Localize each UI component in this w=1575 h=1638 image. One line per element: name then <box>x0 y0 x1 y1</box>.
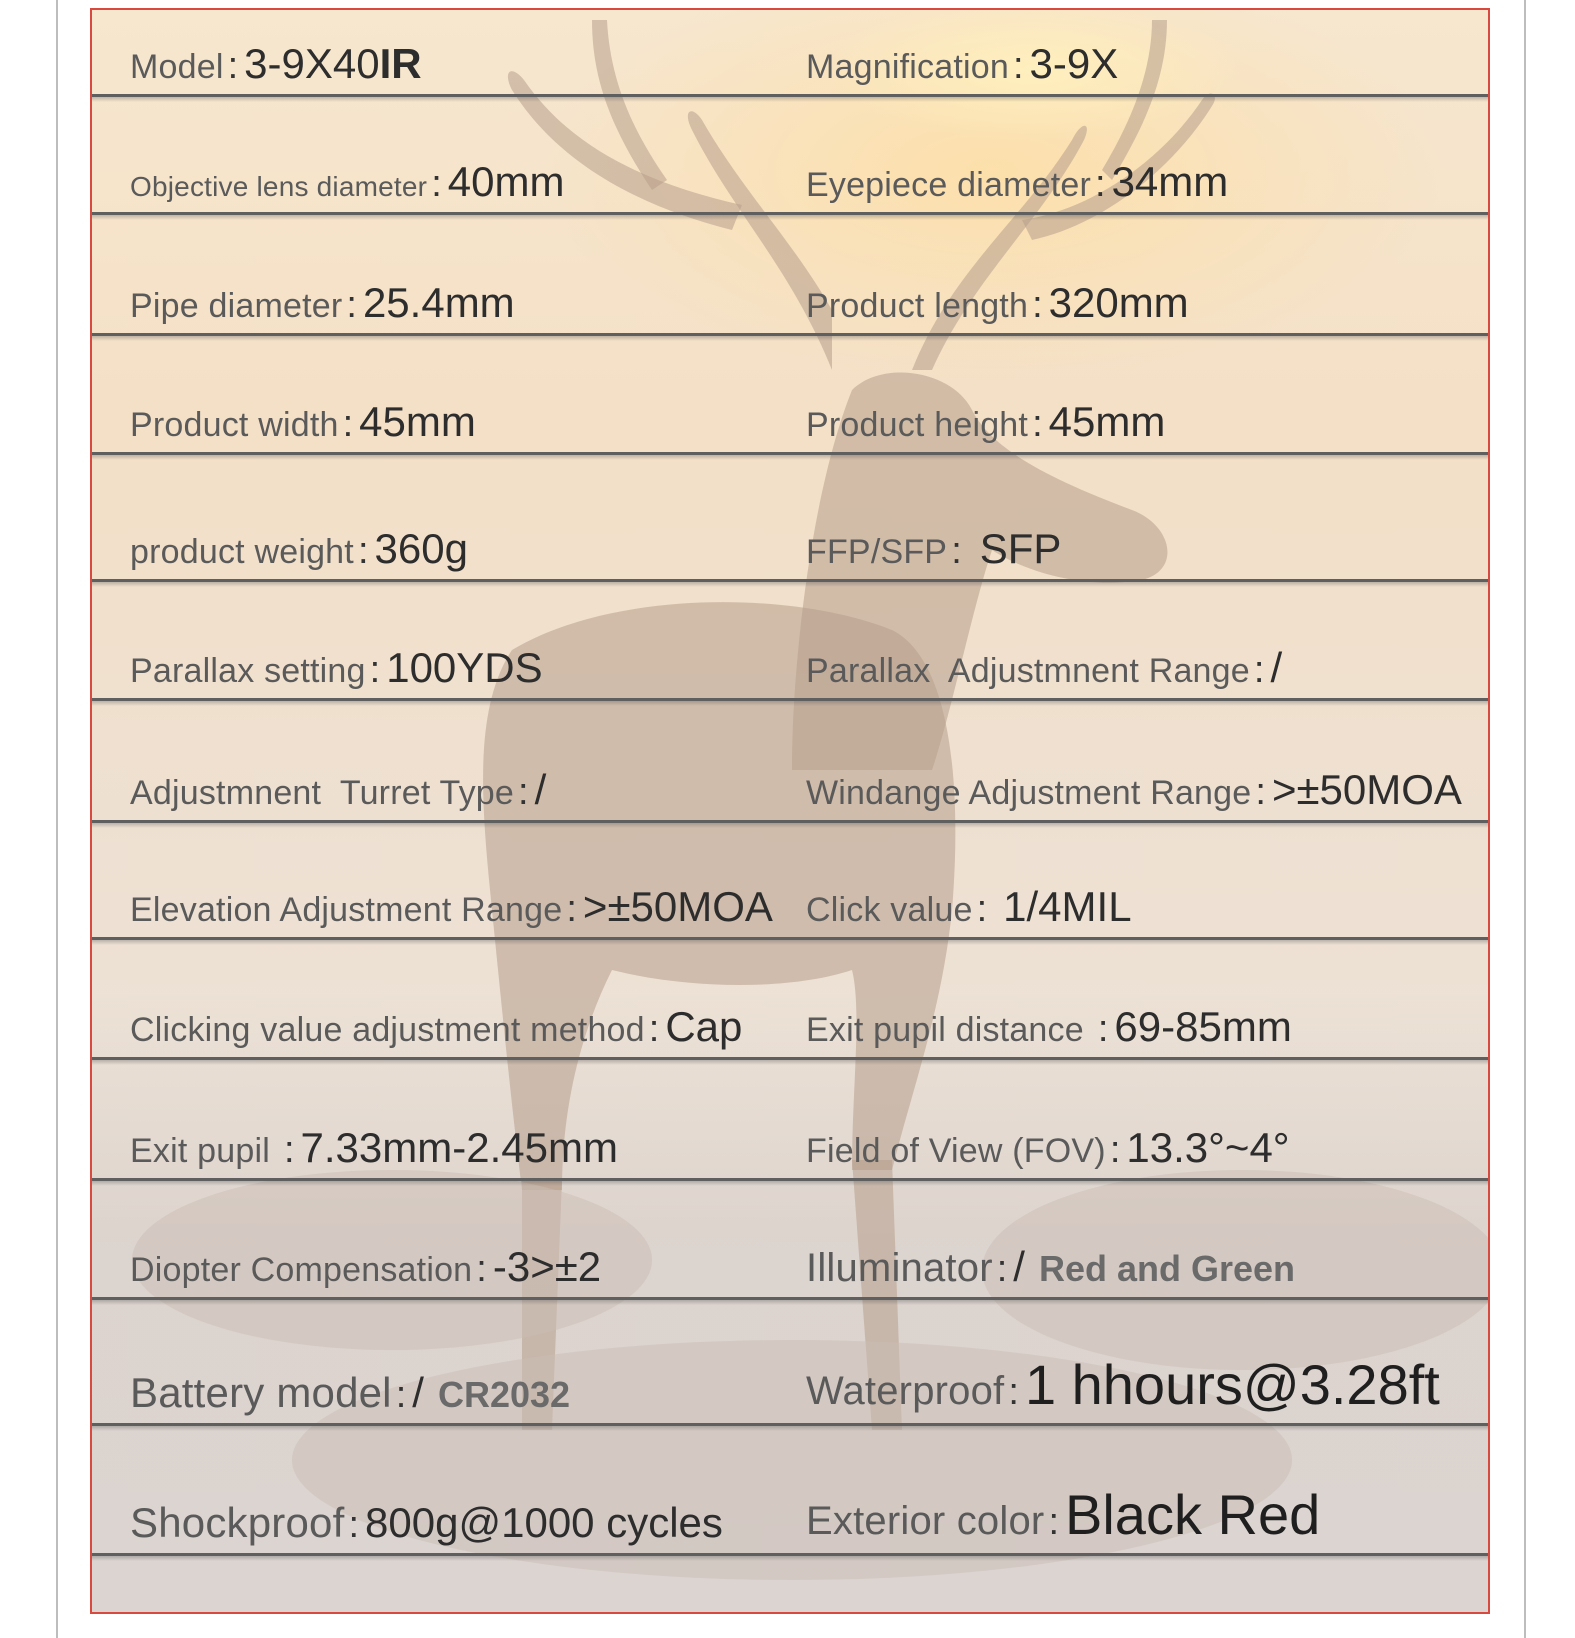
spec-value: 360g <box>374 525 468 572</box>
spec-value: / <box>1270 644 1283 691</box>
spec-label: Field of View (FOV) <box>806 1132 1106 1170</box>
spec-row-elevation-click <box>92 823 1488 940</box>
spec-exit-pupil <box>130 1124 618 1172</box>
spec-row-exit-pupil-fov <box>92 1060 1488 1181</box>
spec-separator: : <box>1008 1371 1019 1413</box>
spec-label: FFP/SFP <box>806 533 948 571</box>
spec-value: >±50MOA <box>582 883 773 930</box>
spec-value-suffix: IR <box>379 40 422 87</box>
spec-label: Clicking value adjustment method <box>130 1011 645 1049</box>
spec-value: Black Red <box>1065 1483 1321 1546</box>
spec-model <box>130 40 422 88</box>
spec-label: Objective lens diameter <box>130 171 428 202</box>
spec-illuminator <box>806 1243 1295 1291</box>
spec-separator: : <box>357 530 369 572</box>
spec-separator: : <box>369 649 381 691</box>
spec-separator: : <box>1032 284 1043 326</box>
spec-row-parallax <box>92 582 1488 701</box>
spec-label: Magnification <box>806 48 1009 86</box>
spec-value: 3-9X <box>1029 40 1119 87</box>
spec-diopter-compensation <box>130 1243 601 1291</box>
spec-panel <box>90 8 1490 1614</box>
spec-row-turret-windage <box>92 701 1488 823</box>
spec-value: SFP <box>979 525 1062 572</box>
spec-separator: : <box>648 1008 660 1050</box>
spec-label: Adjustmnent Turret Type <box>130 774 515 812</box>
spec-separator: : <box>518 771 529 813</box>
spec-separator: : <box>395 1374 407 1416</box>
spec-separator: : <box>1032 403 1043 445</box>
spec-value: 100YDS <box>386 644 543 691</box>
spec-product-width <box>130 398 476 446</box>
spec-label: Exterior color <box>806 1499 1045 1543</box>
spec-shockproof <box>130 1499 723 1547</box>
spec-label: product weight <box>130 533 354 571</box>
spec-row-model <box>92 10 1488 97</box>
spec-separator: : <box>431 163 442 205</box>
spec-separator: : <box>1012 45 1024 87</box>
spec-separator: : <box>342 403 354 445</box>
spec-separator: : <box>1109 1129 1121 1171</box>
spec-objective-lens-diameter <box>130 158 564 206</box>
spec-value: 1 hhours@3.28ft <box>1024 1353 1440 1416</box>
spec-row-shockproof-color <box>92 1426 1488 1556</box>
spec-value: 13.3°~4° <box>1126 1124 1290 1171</box>
spec-magnification <box>806 40 1118 88</box>
spec-label: Product length <box>806 287 1029 325</box>
spec-value: -3>±2 <box>492 1243 602 1290</box>
spec-value: 34mm <box>1111 158 1229 205</box>
spec-separator: : <box>1255 771 1266 813</box>
spec-label: Product width <box>130 406 339 444</box>
spec-exit-pupil-distance <box>806 1003 1292 1051</box>
spec-row-pipe-length <box>92 215 1488 336</box>
spec-eyepiece-diameter <box>806 158 1228 206</box>
spec-product-weight <box>130 525 468 573</box>
spec-value: 40mm <box>447 158 565 205</box>
spec-battery-model <box>130 1369 570 1417</box>
spec-parallax-adjustment-range <box>806 644 1282 692</box>
spec-label: Click value <box>806 891 973 929</box>
spec-label: Product height <box>806 406 1029 444</box>
spec-separator: : <box>976 888 988 930</box>
spec-row-weight-ffp <box>92 455 1488 582</box>
spec-windage-adjustment-range <box>806 766 1462 814</box>
spec-row-click-method-exit-distance <box>92 940 1488 1060</box>
spec-label: Pipe diameter <box>130 287 343 325</box>
spec-separator: : <box>283 1129 295 1171</box>
spec-value: >±50MOA <box>1271 766 1462 813</box>
spec-parallax-setting <box>130 644 543 692</box>
spec-label: Shockproof <box>130 1499 345 1546</box>
spec-product-length <box>806 279 1189 327</box>
spec-row-battery-waterproof <box>92 1300 1488 1426</box>
spec-separator: : <box>476 1248 487 1290</box>
spec-value: 1/4MIL <box>1003 883 1132 930</box>
spec-separator: : <box>346 284 357 326</box>
spec-product-height <box>806 398 1165 446</box>
spec-label: Elevation Adjustment Range <box>130 891 563 929</box>
spec-adjustment-turret-type <box>130 766 546 814</box>
spec-separator: : <box>227 45 239 87</box>
spec-separator: : <box>348 1504 360 1546</box>
spec-value: 25.4mm <box>362 279 515 326</box>
spec-value: 3-9X40 <box>244 40 380 87</box>
spec-value: / <box>412 1369 424 1416</box>
spec-label: Parallax Adjustmnent Range <box>806 652 1250 690</box>
spec-value: / <box>1013 1243 1025 1290</box>
spec-field-of-view <box>806 1124 1290 1172</box>
spec-label: Parallax setting <box>130 652 366 690</box>
spec-label: Illuminator <box>806 1246 993 1290</box>
spec-row-width-height <box>92 336 1488 455</box>
specification-table <box>92 10 1488 1612</box>
spec-extra: Red and Green <box>1038 1248 1296 1289</box>
spec-label: Waterproof <box>806 1369 1005 1413</box>
spec-value: Cap <box>665 1003 743 1050</box>
spec-ffp-sfp <box>806 525 1061 573</box>
spec-label: Eyepiece diameter <box>806 166 1091 204</box>
spec-separator: : <box>951 530 962 572</box>
spec-exterior-color <box>806 1482 1320 1547</box>
spec-value: 69-85mm <box>1114 1003 1292 1050</box>
spec-elevation-adjustment-range <box>130 883 773 931</box>
spec-value: 800g@1000 cycles <box>365 1499 723 1546</box>
spec-label: Battery model <box>130 1369 392 1416</box>
spec-separator: : <box>1253 649 1265 691</box>
spec-separator: : <box>1095 163 1106 205</box>
spec-label: Windange Adjustment Range <box>806 774 1252 812</box>
spec-clicking-value-adjustment-method <box>130 1003 742 1051</box>
spec-row-diameters <box>92 97 1488 215</box>
spec-pipe-diameter <box>130 279 515 327</box>
spec-label: Exit pupil <box>130 1132 270 1170</box>
spec-extra: CR2032 <box>437 1374 571 1415</box>
spec-label: Diopter Compensation <box>130 1251 473 1289</box>
spec-row-diopter-illuminator <box>92 1181 1488 1300</box>
spec-value: 45mm <box>1048 398 1166 445</box>
spec-separator: : <box>1048 1501 1059 1543</box>
spec-value: 45mm <box>359 398 476 445</box>
spec-value: / <box>534 766 547 813</box>
spec-label: Model <box>130 48 224 86</box>
spec-separator: : <box>566 888 577 930</box>
spec-label: Exit pupil distance <box>806 1011 1084 1049</box>
spec-value: 320mm <box>1048 279 1189 326</box>
spec-separator: : <box>1097 1008 1109 1050</box>
spec-waterproof <box>806 1352 1440 1417</box>
spec-separator: : <box>996 1248 1008 1290</box>
spec-value: 7.33mm-2.45mm <box>300 1124 618 1171</box>
spec-click-value <box>806 883 1132 931</box>
